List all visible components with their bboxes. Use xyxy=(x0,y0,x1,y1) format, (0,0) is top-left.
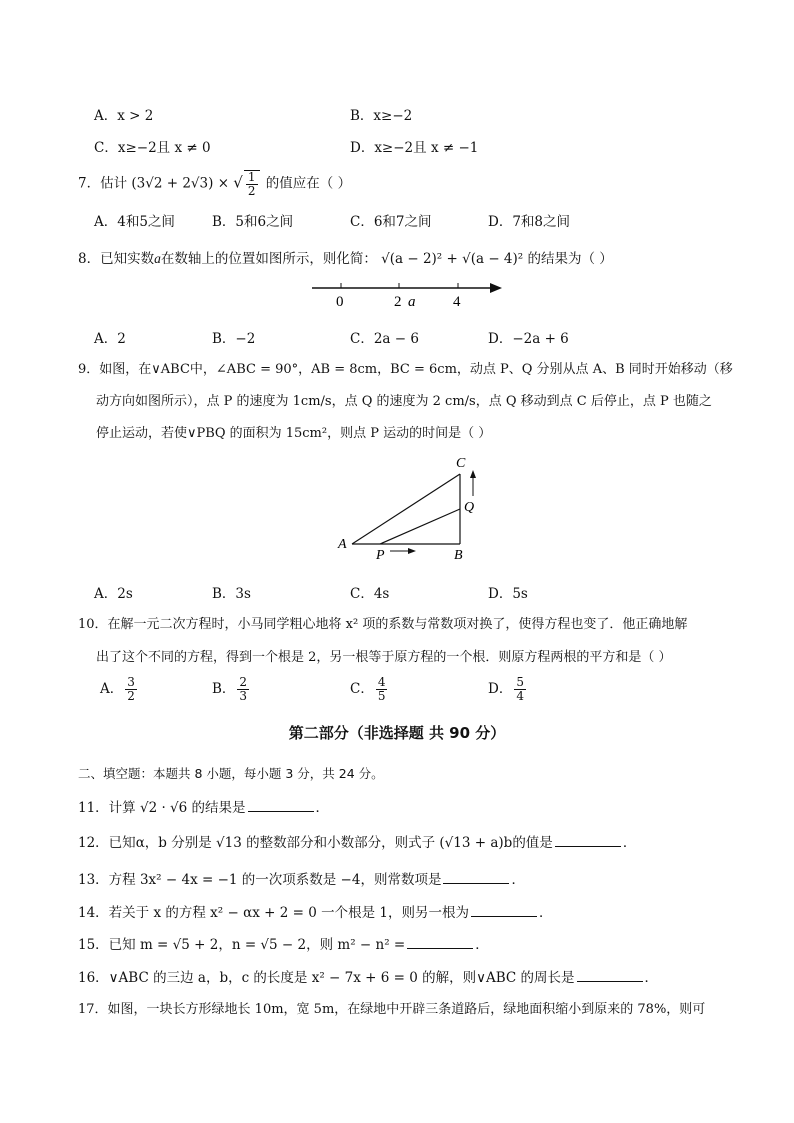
q11-expr: √2 · √6 xyxy=(139,800,188,816)
label-2: 2 xyxy=(394,294,402,310)
q13-answer-blank[interactable] xyxy=(443,871,509,884)
q8-expr: √(a − 2)² + √(a − 4)² xyxy=(381,251,524,267)
q7-option-a: A．4和5之间 xyxy=(94,214,175,230)
label-P: P xyxy=(376,548,385,563)
q9-line-2: 动方向如图所示），点 P 的速度为 1cm/s，点 Q 的速度为 2 cm/s，点 Q 移动到点 C 后停止，点 P 也随之 xyxy=(96,394,712,409)
label-a: a xyxy=(408,294,416,310)
q10-option-d: D． $\frac{5}{4}$ xyxy=(488,675,524,704)
number-line-arrow xyxy=(490,283,502,293)
side-ac xyxy=(352,474,460,544)
q7-option-b: B．5和6之间 xyxy=(212,214,294,230)
q9-line-1: 9．如图，在∨ABC中，∠ABC = 90°，AB = 8cm，BC = 6cm，动点 P、Q 分别从点 A、B 同时开始移动（移 xyxy=(78,362,733,377)
q11-answer-blank[interactable] xyxy=(248,799,314,812)
q10-line-2: 出了这个不同的方程，得到一个根是 2，另一根等于原方程的一个根．则原方程两根的平方和是（ ） xyxy=(96,650,672,665)
q9-option-c: C．4s xyxy=(350,586,390,602)
label-4: 4 xyxy=(453,294,461,310)
q8-suffix: 的结果为（ ） xyxy=(527,251,613,267)
q9-option-b: B．3s xyxy=(212,586,251,602)
label-0: 0 xyxy=(336,294,344,310)
q14-answer-blank[interactable] xyxy=(471,904,537,917)
number-line-figure xyxy=(308,278,508,310)
q16-answer-blank[interactable] xyxy=(577,969,643,982)
question-15: 15．已知 m = √5 + 2，n = √5 − 2，则 m² − n² = ． xyxy=(78,937,489,953)
fill-in-header: 二、填空题：本题共 8 小题，每小题 3 分，共 24 分。 xyxy=(78,766,384,781)
label-Q: Q xyxy=(464,500,475,515)
q6-option-d: D．x≥−2且 x ≠ −1 xyxy=(350,140,479,156)
q10-option-a: A． $\frac{3}{2}$ xyxy=(100,675,135,704)
question-12: 12．已知α，b 分别是 √13 的整数部分和小数部分，则式子 (√13 + a)b的值是 ． xyxy=(78,835,637,851)
label-A: A xyxy=(338,537,347,552)
question-16: 16．∨ABC 的三边 a，b，c 的长度是 x² − 7x + 6 = 0 的解，则∨ABC 的周长是 ． xyxy=(78,970,659,986)
label-C: C xyxy=(456,456,466,471)
q8-option-b: B．−2 xyxy=(212,331,256,347)
q10-option-c: C． $\frac{4}{5}$ xyxy=(350,675,386,704)
q6-option-c: C．x≥−2且 x ≠ 0 xyxy=(94,140,211,156)
question-7: 7．估计 (3√2 + 2√3) × √ $\frac{1}{2}$ 的值应在（ ） xyxy=(78,170,352,199)
q9-line-3: 停止运动，若使∨PBQ 的面积为 15cm²，则点 P 运动的时间是（ ） xyxy=(96,426,492,441)
q7-prefix: 7．估计 xyxy=(78,175,128,192)
triangle-figure xyxy=(330,452,490,564)
label-B: B xyxy=(454,548,463,563)
q12-answer-blank[interactable] xyxy=(555,834,621,847)
q7-fraction: $\frac{1}{2}$ xyxy=(244,170,260,198)
section-2-title: 第二部分（非选择题 共 90 分） xyxy=(288,724,506,742)
segment-pq xyxy=(380,509,460,544)
q12-expr: (√13 + a)b xyxy=(439,835,513,851)
q8-mid: 在数轴上的位置如图所示，则化简： xyxy=(160,251,377,267)
q7-option-c: C．6和7之间 xyxy=(350,214,432,230)
question-11: 11．计算 √2 · √6 的结果是 ． xyxy=(78,800,330,816)
q7-expr: (3√2 + 2√3) xyxy=(131,175,214,192)
q7-suffix: 的值应在（ ） xyxy=(265,175,352,192)
question-13: 13．方程 3x² − 4x = −1 的一次项系数是 −4，则常数项是 ． xyxy=(78,872,525,888)
q15-answer-blank[interactable] xyxy=(407,936,473,949)
q10-line-1: 10．在解一元二次方程时，小马同学粗心地将 x² 项的系数与常数项对换了，使得方程也变了．他正确地解 xyxy=(78,617,688,632)
q10-option-b: B． $\frac{2}{3}$ xyxy=(212,675,248,704)
q7-option-d: D．7和8之间 xyxy=(488,214,571,230)
q6-option-b: B．x≥−2 xyxy=(350,108,413,124)
q8-option-d: D．−2a + 6 xyxy=(488,331,569,347)
p-arrow-head xyxy=(408,548,416,554)
question-8 xyxy=(78,247,613,267)
q8-option-a: A．2 xyxy=(94,331,126,347)
q-arrow-head xyxy=(470,470,476,478)
q6-option-a: A．x > 2 xyxy=(94,108,154,124)
q8-option-c: C．2a − 6 xyxy=(350,331,419,347)
q8-prefix: 8．已知实数 xyxy=(78,251,155,267)
q9-option-a: A．2s xyxy=(94,586,133,602)
q9-option-d: D．5s xyxy=(488,586,528,602)
q7-times: × xyxy=(217,175,229,192)
question-17: 17．如图，一块长方形绿地长 10m，宽 5m，在绿地中开辟三条道路后，绿地面积缩小到原来的 78%，则可 xyxy=(78,1002,706,1017)
question-14: 14．若关于 x 的方程 x² − αx + 2 = 0 一个根是 1，则另一根为 ． xyxy=(78,905,553,921)
q8-var: a xyxy=(154,251,161,266)
